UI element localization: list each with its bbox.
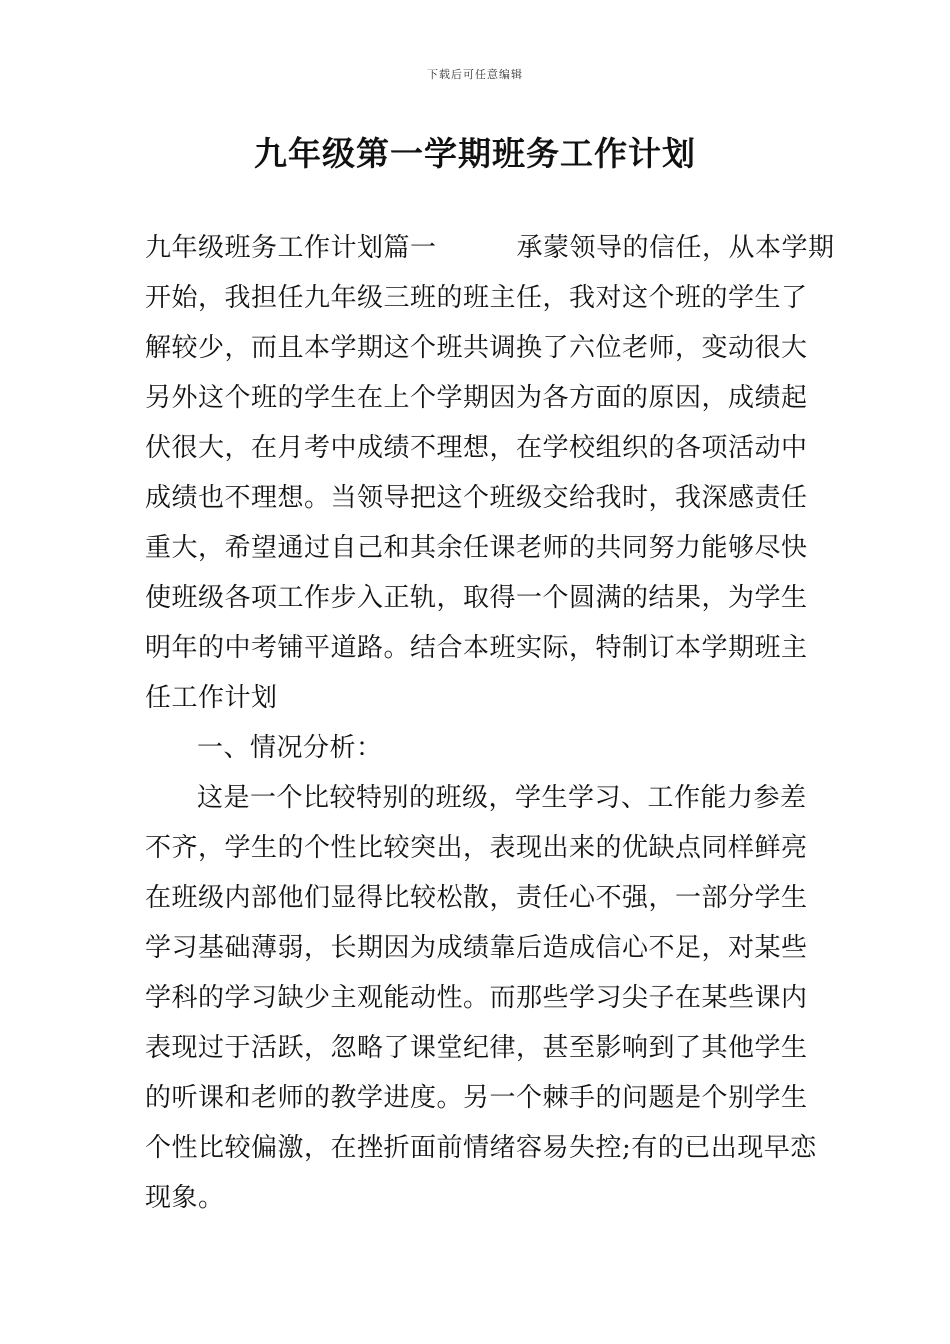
section-heading: 一、情况分析： bbox=[197, 733, 383, 763]
paragraph-line: 伏很大，在月考中成绩不理想，在学校组织的各项活动中 bbox=[145, 433, 808, 463]
paragraph-line: 明年的中考铺平道路。结合本班实际，特制订本学期班主 bbox=[145, 633, 808, 663]
paragraph-line: 不齐，学生的个性比较突出，表现出来的优缺点同样鲜亮 bbox=[145, 833, 808, 863]
paragraph-line: 现象。 bbox=[145, 1183, 225, 1213]
paragraph-line: 解较少，而且本学期这个班共调换了六位老师，变动很大 bbox=[145, 333, 808, 363]
paragraph-line: 使班级各项工作步入正轨，取得一个圆满的结果，为学生 bbox=[145, 583, 808, 613]
paragraph-line: 学科的学习缺少主观能动性。而那些学习尖子在某些课内 bbox=[145, 983, 808, 1013]
paragraph-line: 这是一个比较特别的班级，学生学习、工作能力参差 bbox=[197, 783, 807, 813]
intro-text: 承蒙领导的信任，从本学期 bbox=[516, 233, 835, 263]
paragraph-line: 另外这个班的学生在上个学期因为各方面的原因，成绩起 bbox=[145, 383, 808, 413]
paragraph-line bbox=[145, 232, 835, 264]
paragraph-line: 重大，希望通过自己和其余任课老师的共同努力能够尽快 bbox=[145, 533, 808, 563]
paragraph-line: 的听课和老师的教学进度。另一个棘手的问题是个别学生 bbox=[145, 1083, 808, 1113]
paragraph-line: 开始，我担任九年级三班的班主任，我对这个班的学生了 bbox=[145, 283, 808, 313]
header-note: 下载后可任意编辑 bbox=[427, 68, 523, 81]
paragraph-line: 在班级内部他们显得比较松散，责任心不强，一部分学生 bbox=[145, 883, 808, 913]
paragraph-line: 任工作计划 bbox=[145, 683, 278, 713]
paragraph-line: 个性比较偏激，在挫折面前情绪容易失控;有的已出现早恋 bbox=[145, 1133, 817, 1163]
paragraph-line: 学习基础薄弱，长期因为成绩靠后造成信心不足，对某些 bbox=[145, 933, 808, 963]
paragraph-line: 表现过于活跃，忽略了课堂纪律，甚至影响到了其他学生 bbox=[145, 1033, 808, 1063]
intro-label: 九年级班务工作计划篇一 bbox=[145, 233, 437, 263]
document-title: 九年级第一学期班务工作计划 bbox=[254, 134, 696, 173]
paragraph-line: 成绩也不理想。当领导把这个班级交给我时，我深感责任 bbox=[145, 483, 808, 513]
